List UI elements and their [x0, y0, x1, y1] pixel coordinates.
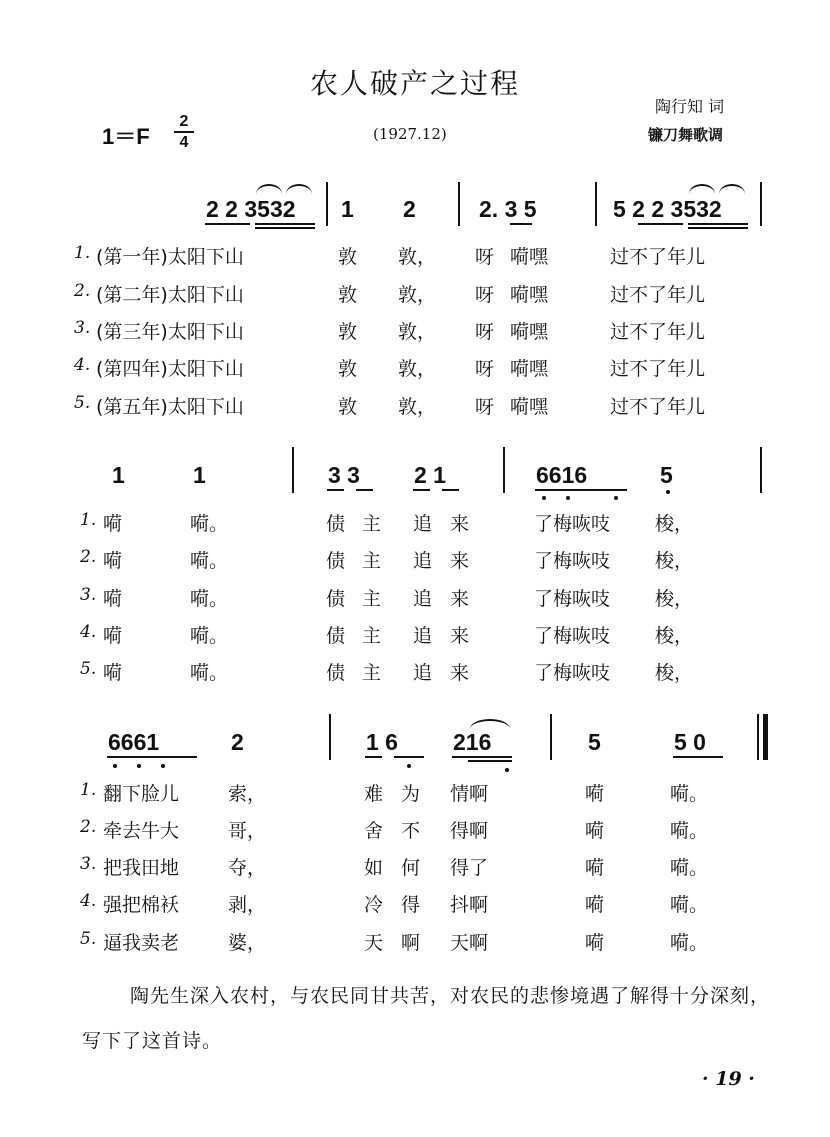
- lyric: 哥，: [228, 820, 267, 842]
- lyric: 得: [401, 894, 421, 916]
- octave-dot: [161, 764, 165, 768]
- lyric: 债: [326, 550, 346, 572]
- lyric: 嗬。: [190, 662, 229, 684]
- lyric: 来: [450, 662, 470, 684]
- lyric: 债: [326, 513, 346, 535]
- notes-s2-g4: 2 1: [414, 462, 446, 488]
- lyric: 债: [326, 662, 346, 684]
- lyric: 敦，: [398, 246, 437, 268]
- lyric: 逼我卖老: [103, 932, 180, 954]
- lyric: 嗬嘿: [510, 246, 549, 268]
- verse-number: 3.: [80, 854, 97, 874]
- octave-dot: [666, 490, 670, 494]
- lyric: 嗬。: [670, 894, 709, 916]
- lyric: 呀: [475, 246, 495, 268]
- composition-date: (1927.12): [373, 125, 447, 143]
- underline-beam: [327, 489, 344, 491]
- verse-number: 4.: [74, 355, 91, 375]
- lyric: 强把棉袄: [103, 894, 180, 916]
- lyric: 主: [362, 662, 382, 684]
- lyric: (第一年)太阳下山: [96, 246, 244, 268]
- lyric: 梭，: [655, 588, 694, 610]
- song-title: 农人破产之过程: [309, 67, 520, 100]
- lyric: 来: [450, 550, 470, 572]
- time-signature-top: 2: [179, 113, 189, 130]
- lyric: 呀: [475, 396, 495, 418]
- lyric: 过不了年儿: [610, 246, 706, 268]
- slur: [689, 184, 715, 194]
- barline-final: [757, 714, 759, 760]
- lyric: 追: [413, 662, 433, 684]
- underline-beam: [638, 223, 683, 225]
- lyric: 不: [401, 820, 421, 842]
- lyric: 主: [362, 513, 382, 535]
- lyric: 敦，: [398, 396, 437, 418]
- lyric: 索，: [228, 783, 267, 805]
- barline: [760, 182, 762, 226]
- lyric: (第三年)太阳下山: [96, 321, 244, 343]
- lyric: 天啊: [450, 932, 489, 954]
- verse-number: 4.: [80, 622, 97, 642]
- lyric: 嗬: [585, 932, 605, 954]
- underline-beam: [255, 227, 315, 229]
- barline: [458, 182, 460, 226]
- lyric: 敦: [338, 246, 358, 268]
- lyric: 敦: [338, 396, 358, 418]
- barline: [292, 447, 294, 493]
- lyric: 剥，: [228, 894, 267, 916]
- barline-final-thick: [763, 714, 768, 760]
- notes-s1-g1: 2 2 3532: [206, 196, 296, 222]
- octave-dot: [566, 496, 570, 500]
- verse-number: 3.: [80, 585, 97, 605]
- lyric: 追: [413, 550, 433, 572]
- lyric: 追: [413, 625, 433, 647]
- lyric: 债: [326, 625, 346, 647]
- underline-beam: [394, 756, 424, 758]
- lyric: 嗬嘿: [510, 396, 549, 418]
- verse-number: 1.: [80, 510, 97, 530]
- notes-s3-g2: 2: [231, 729, 244, 755]
- lyric: 嗬。: [670, 820, 709, 842]
- lyric: 何: [401, 857, 421, 879]
- lyric: 敦: [338, 284, 358, 306]
- lyric: 舍: [364, 820, 384, 842]
- lyric: 嗬。: [670, 932, 709, 954]
- underline-beam: [535, 489, 627, 491]
- octave-dot: [505, 768, 509, 772]
- verse-number: 2.: [74, 281, 91, 301]
- lyric: 嗬: [585, 820, 605, 842]
- lyric: 了梅咴吱: [534, 662, 611, 684]
- lyric: (第五年)太阳下山: [96, 396, 244, 418]
- lyric: 嗬: [103, 513, 123, 535]
- lyric: 情啊: [450, 783, 489, 805]
- lyric: 嗬嘿: [510, 284, 549, 306]
- lyric: 得了: [450, 857, 489, 879]
- lyric: 嗬: [103, 625, 123, 647]
- lyric: 嗬。: [190, 588, 229, 610]
- verse-number: 2.: [80, 817, 97, 837]
- lyric: 得啊: [450, 820, 489, 842]
- underline-beam: [413, 489, 430, 491]
- underline-beam: [673, 756, 723, 758]
- notes-s1-g2: 1: [341, 196, 354, 222]
- lyric: 天: [364, 932, 384, 954]
- lyric: 嗬嘿: [510, 321, 549, 343]
- slur: [286, 184, 312, 194]
- key-signature: 1＝F: [102, 124, 150, 149]
- slur: [256, 184, 282, 194]
- lyric: (第二年)太阳下山: [96, 284, 244, 306]
- lyric: 梭，: [655, 513, 694, 535]
- lyric: 主: [362, 588, 382, 610]
- verse-number: 5.: [80, 929, 97, 949]
- barline: [550, 714, 552, 760]
- lyric: 了梅咴吱: [534, 588, 611, 610]
- notes-s2-g3: 3 3: [328, 462, 360, 488]
- underline-beam: [356, 489, 373, 491]
- notes-s2-g5: 6616: [536, 462, 588, 488]
- lyric: 嗬: [585, 857, 605, 879]
- lyric: 嗬。: [190, 550, 229, 572]
- lyric: 梭，: [655, 662, 694, 684]
- notes-s2-g2: 1: [193, 462, 206, 488]
- underline-beam: [688, 227, 748, 229]
- octave-dot: [137, 764, 141, 768]
- barline: [329, 714, 331, 760]
- lyric: 了梅咴吱: [534, 550, 611, 572]
- verse-number: 5.: [80, 659, 97, 679]
- underline-beam: [255, 223, 315, 225]
- lyric: 呀: [475, 321, 495, 343]
- lyric: 来: [450, 513, 470, 535]
- underline-beam: [688, 223, 748, 225]
- lyric: 主: [362, 550, 382, 572]
- lyric: 翻下脸儿: [103, 783, 180, 805]
- lyric: 敦: [338, 358, 358, 380]
- octave-dot: [113, 764, 117, 768]
- lyric: 冷: [364, 894, 384, 916]
- verse-number: 4.: [80, 891, 97, 911]
- slur: [719, 184, 745, 194]
- lyric: 嗬嘿: [510, 358, 549, 380]
- page-number: · 19 ·: [702, 1068, 755, 1090]
- lyric: 敦，: [398, 284, 437, 306]
- lyric: 来: [450, 625, 470, 647]
- lyric: 嗬。: [670, 857, 709, 879]
- lyric: 夺，: [228, 857, 267, 879]
- lyric: 过不了年儿: [610, 284, 706, 306]
- lyric: 过不了年儿: [610, 396, 706, 418]
- notes-s3-g5: 5: [588, 729, 601, 755]
- footnote-paragraph: 陶先生深入农村，与农民同甘共苦，对农民的悲惨境遇了解得十分深刻，写下了这首诗。: [82, 985, 771, 1052]
- lyric: 嗬: [585, 894, 605, 916]
- underline-beam: [205, 223, 250, 225]
- lyric: 主: [362, 625, 382, 647]
- underline-beam: [365, 756, 382, 758]
- lyric: 为: [401, 783, 421, 805]
- notes-s1-g3: 2: [403, 196, 416, 222]
- lyric: 如: [364, 857, 384, 879]
- lyric: 牵去牛大: [103, 820, 180, 842]
- lyric: 嗬。: [190, 513, 229, 535]
- underline-beam: [510, 223, 532, 225]
- octave-dot: [407, 764, 411, 768]
- notes-s2-g1: 1: [112, 462, 125, 488]
- verse-number: 3.: [74, 318, 91, 338]
- lyric: 梭，: [655, 550, 694, 572]
- underline-beam: [442, 489, 459, 491]
- lyric: 过不了年儿: [610, 358, 706, 380]
- lyric: 追: [413, 588, 433, 610]
- verse-number: 5.: [74, 393, 91, 413]
- notes-s2-g6: 5: [660, 462, 673, 488]
- barline: [595, 182, 597, 226]
- notes-s3-g4: 216: [453, 729, 492, 755]
- time-signature-line: [174, 131, 194, 133]
- lyric: 嗬: [103, 662, 123, 684]
- verse-number: 1.: [80, 780, 97, 800]
- time-signature-bottom: 4: [179, 134, 189, 151]
- underline-beam: [468, 760, 512, 762]
- underline-beam: [107, 756, 197, 758]
- verse-number: 1.: [74, 243, 91, 263]
- notes-s1-g4: 2. 3 5: [479, 196, 537, 222]
- lyric: 敦，: [398, 321, 437, 343]
- lyric: 了梅咴吱: [534, 513, 611, 535]
- lyric: 嗬: [103, 588, 123, 610]
- lyric: 抖啊: [450, 894, 489, 916]
- lyric: 嗬。: [670, 783, 709, 805]
- lyric: 敦，: [398, 358, 437, 380]
- lyric: 啊: [401, 932, 421, 954]
- notes-s3-g1: 6661: [108, 729, 160, 755]
- notes-s3-g3: 1 6: [366, 729, 398, 755]
- verse-number: 2.: [80, 547, 97, 567]
- notes-s1-g5: 5 2 2 3532: [613, 196, 722, 222]
- lyric: 债: [326, 588, 346, 610]
- lyric: 梭，: [655, 625, 694, 647]
- slur: [470, 719, 510, 729]
- octave-dot: [542, 496, 546, 500]
- underline-beam: [452, 756, 512, 758]
- lyric: 把我田地: [103, 857, 180, 879]
- lyric: 嗬: [585, 783, 605, 805]
- lyric: 了梅咴吱: [534, 625, 611, 647]
- barline: [503, 447, 505, 493]
- lyric: 嗬。: [190, 625, 229, 647]
- lyric: 追: [413, 513, 433, 535]
- lyric: 嗬: [103, 550, 123, 572]
- notes-s3-g6: 5 0: [674, 729, 706, 755]
- lyric: (第四年)太阳下山: [96, 358, 244, 380]
- lyric: 呀: [475, 358, 495, 380]
- lyricist-credit: 陶行知 词: [655, 97, 725, 116]
- tune-credit: 镰刀舞歌调: [648, 126, 724, 144]
- barline: [326, 182, 328, 226]
- barline: [760, 447, 762, 493]
- lyric: 来: [450, 588, 470, 610]
- lyric: 呀: [475, 284, 495, 306]
- lyric: 过不了年儿: [610, 321, 706, 343]
- lyric: 敦: [338, 321, 358, 343]
- octave-dot: [614, 496, 618, 500]
- time-signature: [174, 113, 194, 151]
- lyric: 难: [364, 783, 384, 805]
- lyric: 婆，: [228, 932, 267, 954]
